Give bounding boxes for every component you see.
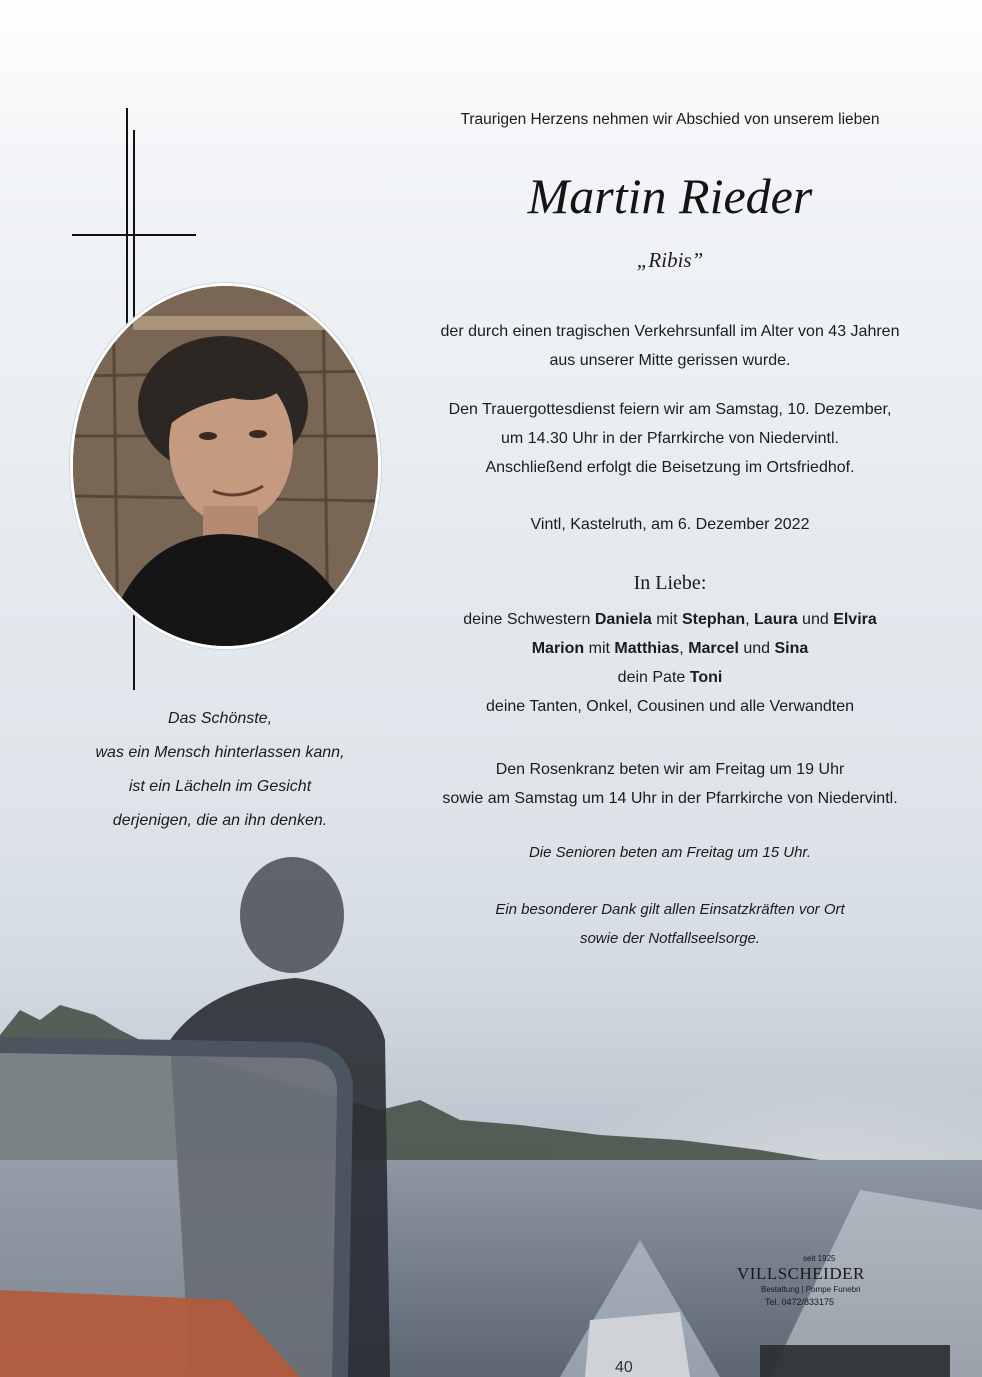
family-line: deine Tanten, Onkel, Cousinen und alle Verwandten bbox=[486, 698, 854, 715]
rosary-paragraph bbox=[420, 755, 920, 813]
family-line bbox=[420, 663, 920, 692]
family-name: Stephan bbox=[682, 611, 746, 628]
text-line: aus unserer Mitte gerissen wurde. bbox=[549, 352, 791, 369]
family-line bbox=[420, 605, 920, 634]
quote-line: was ein Mensch hinterlassen kann, bbox=[95, 744, 345, 761]
text-line: sowie der Notfallseelsorge. bbox=[579, 930, 761, 947]
text-line: um 14.30 Uhr in der Pfarrkirche von Niedervintl. bbox=[501, 430, 839, 447]
text-line: Den Rosenkranz beten wir am Freitag um 19 Uhr bbox=[495, 761, 845, 778]
boat-number: 40 bbox=[615, 1359, 633, 1376]
text: und bbox=[738, 640, 775, 657]
circumstances-paragraph bbox=[420, 317, 920, 375]
family-name: Toni bbox=[689, 669, 723, 686]
quote-line: derjenigen, die an ihn denken. bbox=[112, 812, 328, 829]
thanks-paragraph bbox=[420, 895, 920, 953]
text: deine Schwestern bbox=[463, 611, 595, 628]
text: , bbox=[679, 640, 689, 657]
family-name: Daniela bbox=[594, 611, 652, 628]
family-name: Marion bbox=[531, 640, 585, 657]
in-love-heading: In Liebe: bbox=[633, 572, 707, 594]
text-line: Anschließend erfolgt die Beisetzung im Ortsfriedhof. bbox=[485, 459, 855, 476]
text: mit bbox=[651, 611, 682, 628]
text-line: Ein besonderer Dank gilt allen Einsatzkräften vor Ort bbox=[495, 901, 845, 918]
funeral-home-logo bbox=[725, 1254, 885, 1309]
family-name: Laura bbox=[754, 611, 798, 628]
family-name: Sina bbox=[774, 640, 809, 657]
logo-phone: Tel. 0472/833175 bbox=[765, 1297, 835, 1307]
logo-subtitle: Bestattung | Pompe Funebri bbox=[761, 1285, 861, 1294]
text-line: Den Trauergottesdienst feiern wir am Samstag, 10. Dezember, bbox=[448, 401, 892, 418]
text: mit bbox=[584, 640, 615, 657]
seniors-note: Die Senioren beten am Freitag um 15 Uhr. bbox=[528, 844, 812, 861]
text: , bbox=[745, 611, 755, 628]
text-line: der durch einen tragischen Verkehrsunfall im Alter von 43 Jahren bbox=[440, 323, 900, 340]
text: und bbox=[797, 611, 834, 628]
funeral-service-paragraph bbox=[420, 395, 920, 482]
family-list bbox=[420, 605, 920, 721]
memorial-quote bbox=[60, 702, 380, 838]
family-name: Elvira bbox=[833, 611, 877, 628]
logo-since: seit 1925 bbox=[803, 1254, 836, 1263]
family-line bbox=[420, 634, 920, 663]
cross-horizontal-line bbox=[72, 234, 196, 236]
deceased-name: Martin Rieder bbox=[527, 168, 813, 224]
portrait-photo bbox=[70, 283, 381, 649]
quote-line: Das Schönste, bbox=[167, 710, 273, 727]
nickname: „Ribis” bbox=[636, 248, 704, 272]
place-date: Vintl, Kastelruth, am 6. Dezember 2022 bbox=[530, 516, 810, 533]
text-line: sowie am Samstag um 14 Uhr in der Pfarrkirche von Niedervintl. bbox=[442, 790, 898, 807]
intro-text: Traurigen Herzens nehmen wir Abschied von unserem lieben bbox=[460, 111, 880, 128]
family-name: Matthias bbox=[614, 640, 680, 657]
quote-line: ist ein Lächeln im Gesicht bbox=[128, 778, 312, 795]
logo-brand: VILLSCHEIDER bbox=[737, 1264, 865, 1283]
text: dein Pate bbox=[617, 669, 690, 686]
family-name: Marcel bbox=[688, 640, 739, 657]
